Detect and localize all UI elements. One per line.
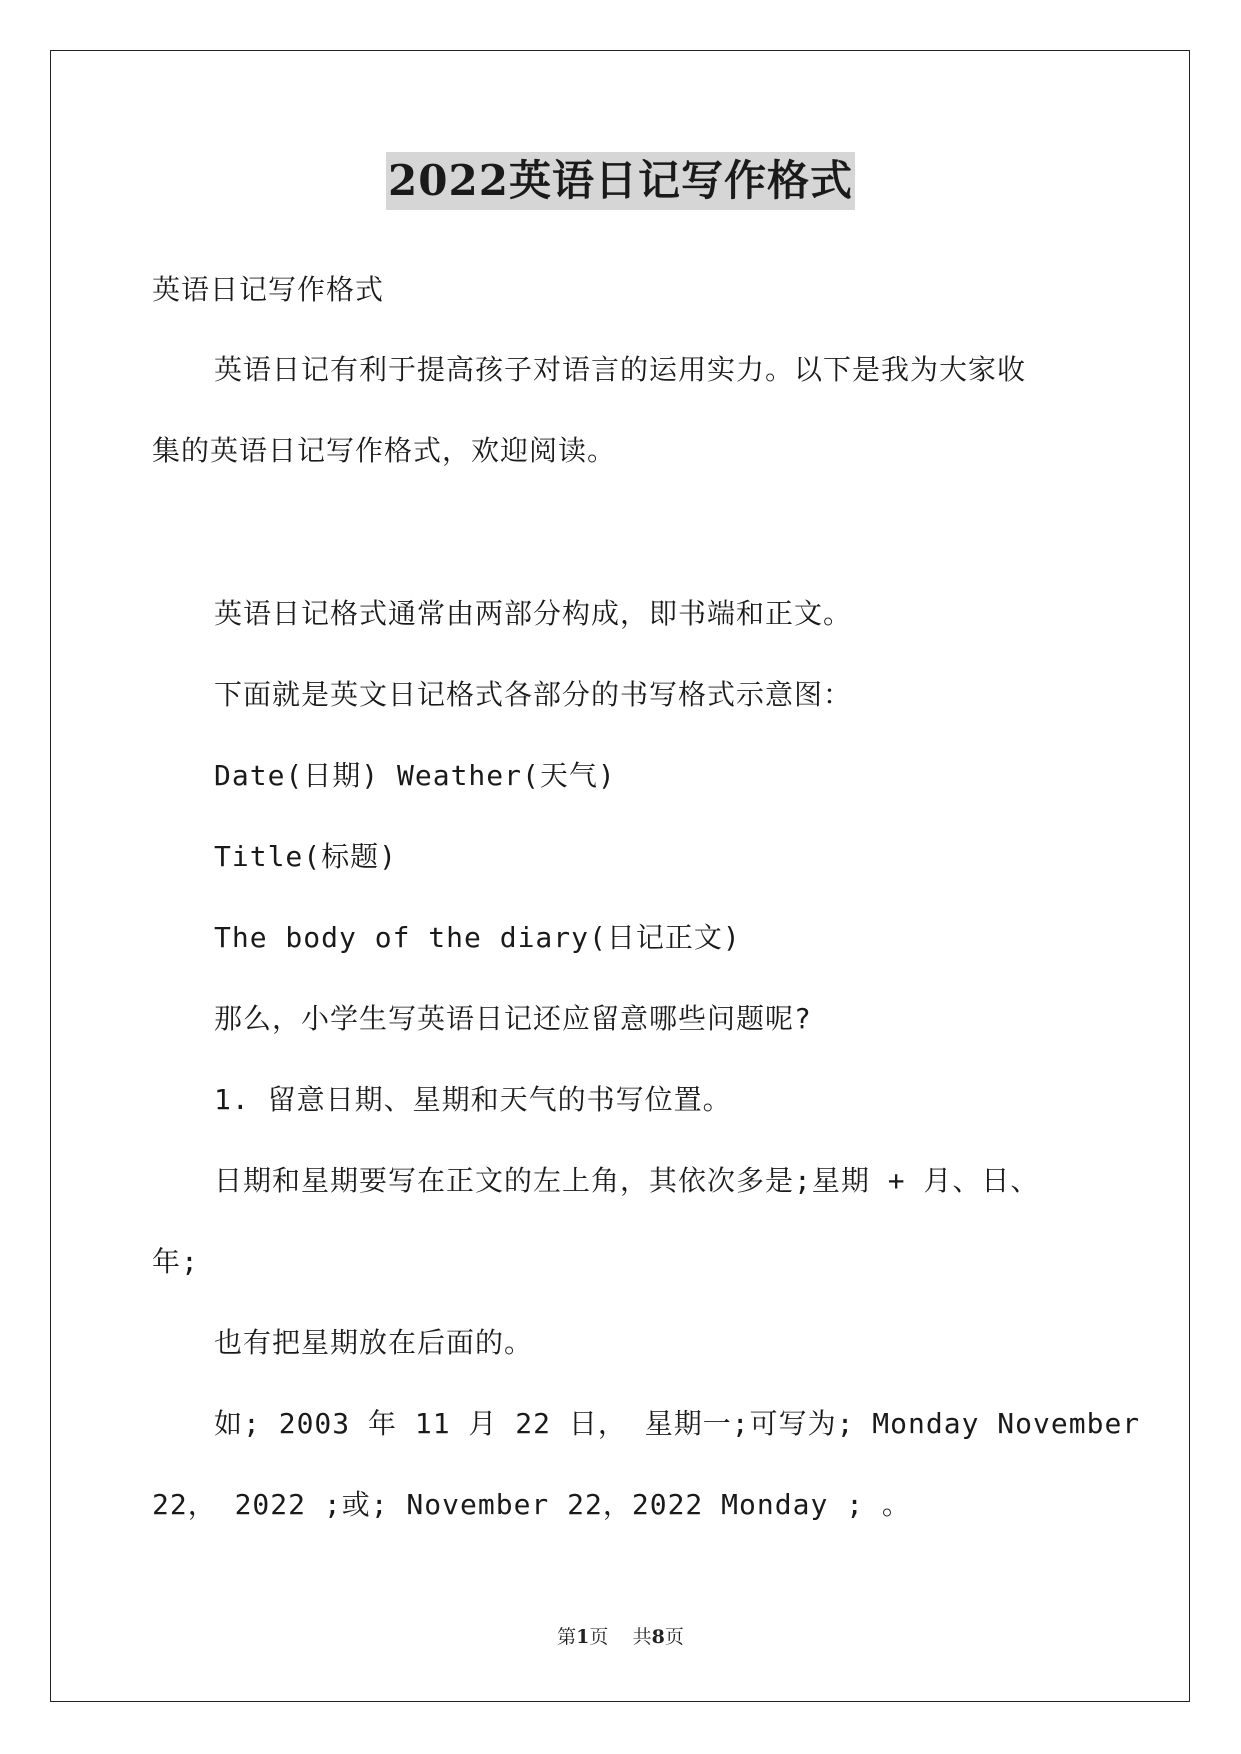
list-item: 1. 留意日期、星期和天气的书写位置。 xyxy=(214,1083,732,1116)
document-title: 2022英语日记写作格式 xyxy=(386,152,855,210)
page-number: 1 xyxy=(576,1626,590,1648)
subtitle-line: 英语日记写作格式 xyxy=(152,273,385,306)
paragraph-line: 也有把星期放在后面的。 xyxy=(214,1326,534,1359)
paragraph-line: 集的英语日记写作格式，欢迎阅读。 xyxy=(152,434,617,467)
paragraph-line: 22， 2022 ;或; November 22，2022 Monday ; 。 xyxy=(152,1488,911,1521)
paragraph-line: 英语日记格式通常由两部分构成，即书端和正文。 xyxy=(214,597,853,630)
page-suffix: 页 xyxy=(589,1626,609,1648)
title-container xyxy=(0,152,1241,210)
paragraph-line: 如; 2003 年 11 月 22 日， 星期一;可写为; Monday November xyxy=(214,1407,1141,1440)
paragraph-line: Date(日期) Weather(天气) xyxy=(214,759,616,792)
paragraph-line: The body of the diary(日记正文) xyxy=(214,921,741,954)
paragraph-line: 下面就是英文日记格式各部分的书写格式示意图： xyxy=(214,678,853,711)
paragraph-line: 年; xyxy=(152,1245,199,1278)
paragraph-line: Title(标题) xyxy=(214,840,398,873)
paragraph-line: 英语日记有利于提高孩子对语言的运用实力。以下是我为大家收 xyxy=(214,353,1027,386)
total-pages: 8 xyxy=(651,1626,665,1648)
total-prefix: 共 xyxy=(632,1626,652,1648)
page-prefix: 第 xyxy=(557,1626,577,1648)
total-suffix: 页 xyxy=(664,1626,684,1648)
paragraph-line: 那么，小学生写英语日记还应留意哪些问题呢? xyxy=(214,1002,812,1035)
paragraph-line: 日期和星期要写在正文的左上角，其依次多是;星期 + 月、日、 xyxy=(214,1164,1040,1197)
page-footer xyxy=(0,1622,1241,1649)
